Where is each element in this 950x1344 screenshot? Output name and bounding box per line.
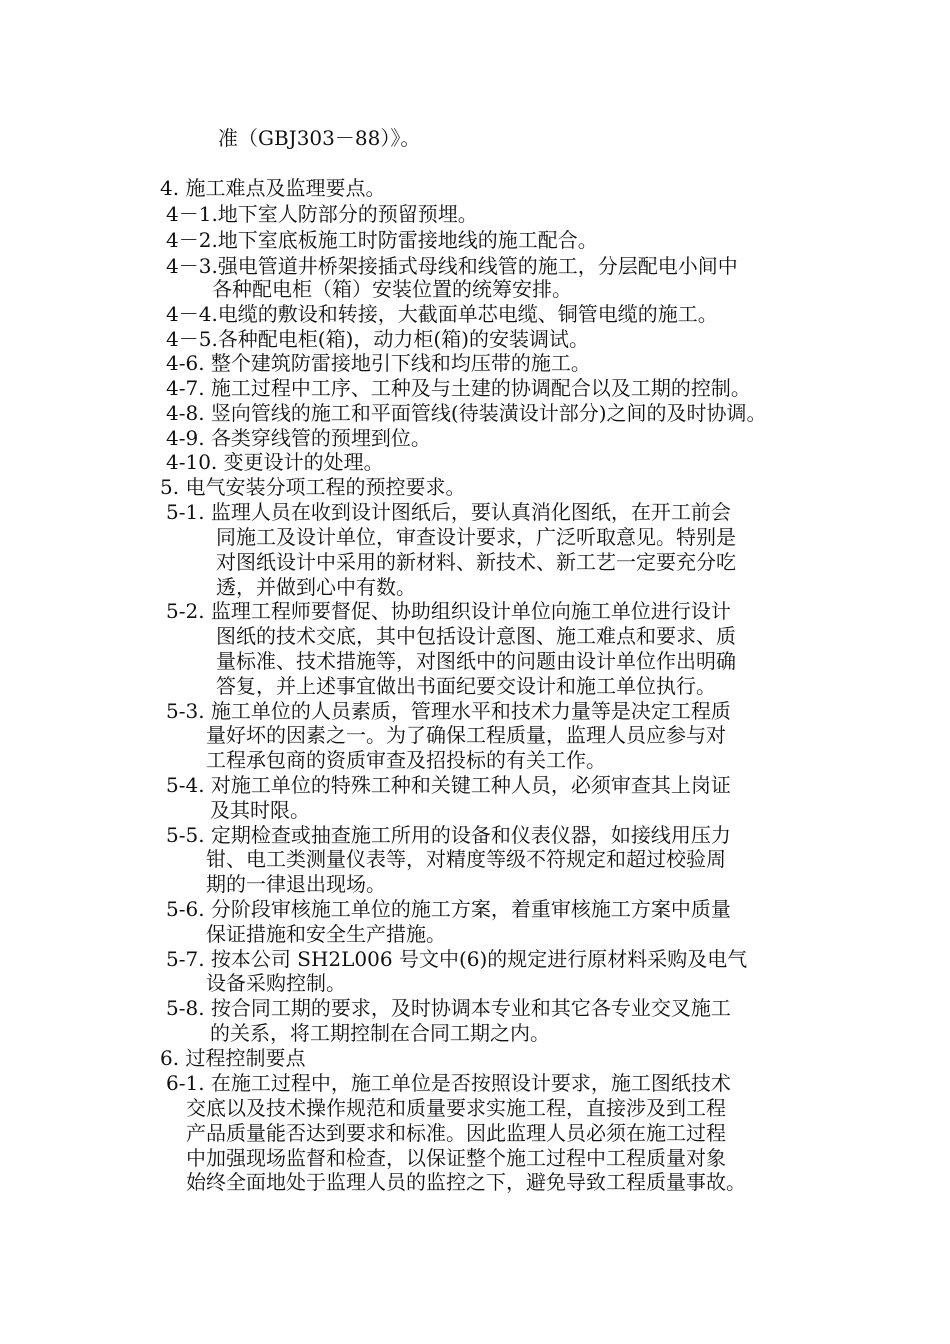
text-line: 准（GBJ303－88）》。 bbox=[218, 126, 421, 150]
section-heading: 6. 过程控制要点 bbox=[160, 1046, 306, 1070]
list-item-continuation: 各种配电柜（箱）安装位置的统筹安排。 bbox=[212, 277, 572, 301]
list-item: 4－4.电缆的敷设和转接，大截面单芯电缆、铜管电缆的施工。 bbox=[166, 302, 718, 326]
list-item: 4-10. 变更设计的处理。 bbox=[166, 450, 384, 474]
list-item: 4－3.强电管道井桥架接插式母线和线管的施工，分层配电小间中 bbox=[166, 254, 738, 278]
section-heading: 4. 施工难点及监理要点。 bbox=[160, 176, 386, 200]
section-heading: 5. 电气安装分项工程的预控要求。 bbox=[160, 475, 466, 499]
list-item-continuation: 中加强现场监督和检查，以保证整个施工过程中工程质量对象 bbox=[186, 1146, 726, 1170]
list-item-continuation: 产品质量能否达到要求和标准。因此监理人员必须在施工过程 bbox=[186, 1121, 726, 1145]
list-item-continuation: 设备采购控制。 bbox=[206, 971, 346, 995]
list-item: 4-6. 整个建筑防雷接地引下线和均压带的施工。 bbox=[166, 351, 591, 375]
list-item-continuation: 始终全面地处于监理人员的监控之下，避免导致工程质量事故。 bbox=[186, 1170, 746, 1194]
list-item: 5-7. 按本公司 SH2L006 号文中(6)的规定进行原材料采购及电气 bbox=[166, 947, 748, 971]
list-item: 5-3. 施工单位的人员素质，管理水平和技术力量等是决定工程质 bbox=[166, 699, 731, 723]
list-item: 5-8. 按合同工期的要求，及时协调本专业和其它各专业交叉施工 bbox=[166, 996, 731, 1020]
list-item-continuation: 保证措施和安全生产措施。 bbox=[206, 922, 446, 946]
list-item-continuation: 及其时限。 bbox=[210, 798, 310, 822]
list-item: 6-1. 在施工过程中，施工单位是否按照设计要求，施工图纸技术 bbox=[166, 1071, 731, 1095]
list-item: 5-5. 定期检查或抽查施工所用的设备和仪表仪器，如接线用压力 bbox=[166, 823, 731, 847]
list-item: 4-7. 施工过程中工序、工种及与土建的协调配合以及工期的控制。 bbox=[166, 376, 751, 400]
list-item: 4－5.各种配电柜(箱)，动力柜(箱)的安装调试。 bbox=[166, 327, 590, 351]
list-item: 5-6. 分阶段审核施工单位的施工方案，着重审核施工方案中质量 bbox=[166, 897, 731, 921]
list-item-continuation: 图纸的技术交底，其中包括设计意图、施工难点和要求、质 bbox=[216, 624, 736, 648]
list-item: 5-1. 监理人员在收到设计图纸后，要认真消化图纸，在开工前会 bbox=[166, 500, 731, 524]
list-item-continuation: 答复，并上述事宜做出书面纪要交设计和施工单位执行。 bbox=[216, 674, 716, 698]
list-item: 5-2. 监理工程师要督促、协助组织设计单位向施工单位进行设计 bbox=[166, 599, 731, 623]
list-item: 4-9. 各类穿线管的预埋到位。 bbox=[166, 426, 431, 450]
list-item: 4－2.地下室底板施工时防雷接地线的施工配合。 bbox=[166, 228, 598, 252]
list-item-continuation: 交底以及技术操作规范和质量要求实施工程，直接涉及到工程 bbox=[186, 1096, 726, 1120]
list-item-continuation: 的关系，将工期控制在合同工期之内。 bbox=[210, 1021, 550, 1045]
list-item-continuation: 量好坏的因素之一。为了确保工程质量，监理人员应参与对 bbox=[206, 723, 726, 747]
list-item-continuation: 量标准、技术措施等，对图纸中的问题由设计单位作出明确 bbox=[216, 649, 736, 673]
list-item: 5-4. 对施工单位的特殊工种和关键工种人员，必须审查其上岗证 bbox=[166, 773, 731, 797]
list-item-continuation: 工程承包商的资质审查及招投标的有关工作。 bbox=[206, 748, 606, 772]
list-item-continuation: 期的一律退出现场。 bbox=[206, 872, 386, 896]
list-item-continuation: 同施工及设计单位，审查设计要求，广泛听取意见。特别是 bbox=[216, 525, 736, 549]
list-item: 4－1.地下室人防部分的预留预埋。 bbox=[166, 202, 478, 226]
list-item-continuation: 对图纸设计中采用的新材料、新技术、新工艺一定要充分吃 bbox=[216, 550, 736, 574]
list-item-continuation: 钳、电工类测量仪表等，对精度等级不符规定和超过校验周 bbox=[206, 847, 726, 871]
list-item: 4-8. 竖向管线的施工和平面管线(待装潢设计部分)之间的及时协调。 bbox=[166, 401, 767, 425]
list-item-continuation: 透，并做到心中有数。 bbox=[216, 575, 416, 599]
